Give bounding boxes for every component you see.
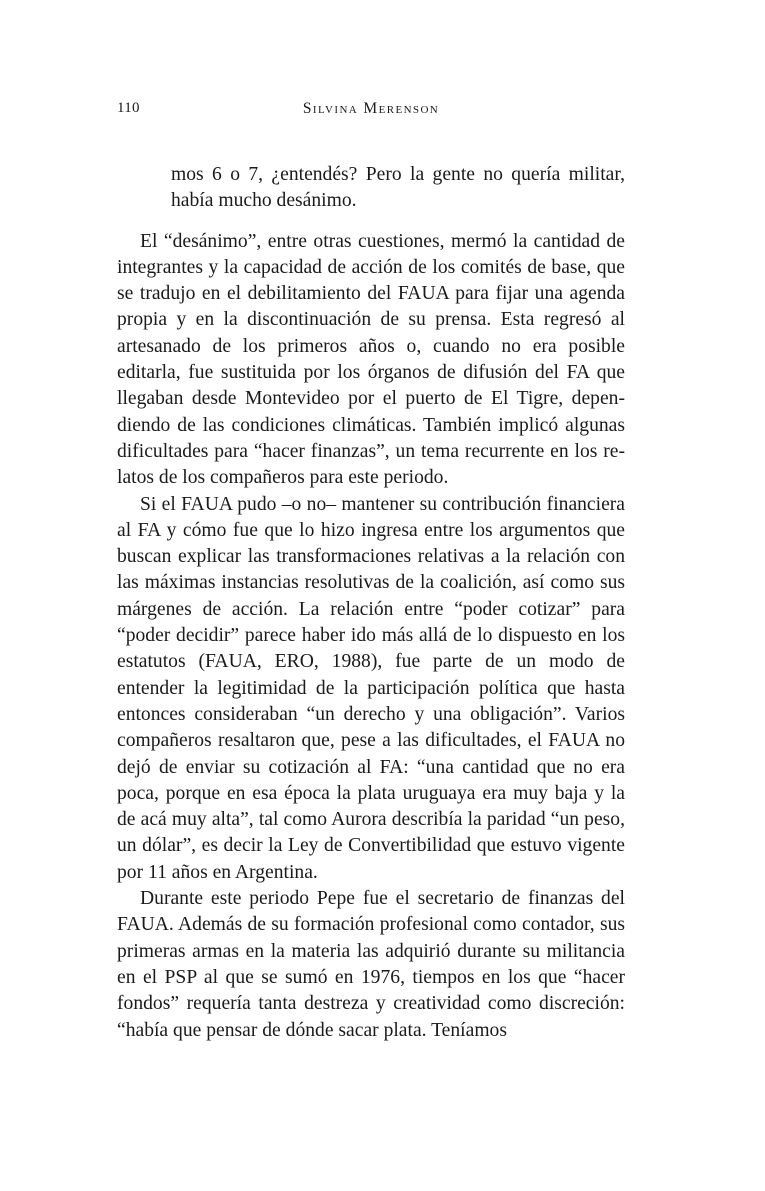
block-quote: mos 6 o 7, ¿entendés? Pero la gente no quería militar, había mucho desánimo. [171,164,625,212]
page-number: 110 [117,100,140,116]
paragraph-pepe-finanzas: Durante este periodo Pepe fue el secretario de finanzas del FAUA. Además de su formación profesional como contador, sus primeras armas en la materia las adquirió durante su militancia en el PSP al que se sumó en 1976, tiempos en los que “hacer fondos” requería tanta destreza y creatividad como discreción: “había que pensar de dónde sacar plata. Teníamos [117,888,625,1041]
book-page [117,96,625,1044]
paragraph-contribucion: Si el FAUA pudo –o no– mantener su contribución financiera al FA y cómo fue que lo hizo ingresa entre los argumentos que buscan explicar las transformaciones relativas a la relación con las máximas instancias resolutivas de la coalición, así como sus márgenes de acción. La relación entre “poder cotizar” para “poder decidir” parece haber ido más allá de lo dispuesto en los estatutos (FAUA, ERO, 1988), fue parte de un modo de entender la legitimidad de la participación política que hasta entonces consideraban “un derecho y una obligación”. Varios compañeros resaltaron que, pese a las dificultades, el FAUA no dejó de enviar su cotización al FA: “una cantidad que no era poca, porque en esa época la plata uruguaya era muy baja y la de acá muy alta”, tal como Aurora describía la paridad “un peso, un dólar”, es decir la Ley de Convertibilidad que estuvo vigente por 11 años en Argentina. [117,493,625,883]
running-header [117,96,625,126]
paragraph-desanimo: El “desánimo”, entre otras cuestiones, mermó la cantidad de integrantes y la capacidad de acción de los comités de base, que se tradujo en el debilitamiento del FAUA para fijar una agenda propia y en la discontinuación de su prensa. Esta regresó al artesanado de los primeros años o, cuando no era posible editarla, fue sustituida por los órganos de difusión del FA que llegaban desde Montevideo por el puerto de El Tigre, dependiendo de las condiciones climáticas. También implicó algunas dificultades para “hacer finanzas”, un tema recurrente en los relatos de los compañeros para este periodo. [117,230,625,489]
running-title: Silvina Merenson [302,100,440,117]
body-text [117,162,625,1044]
